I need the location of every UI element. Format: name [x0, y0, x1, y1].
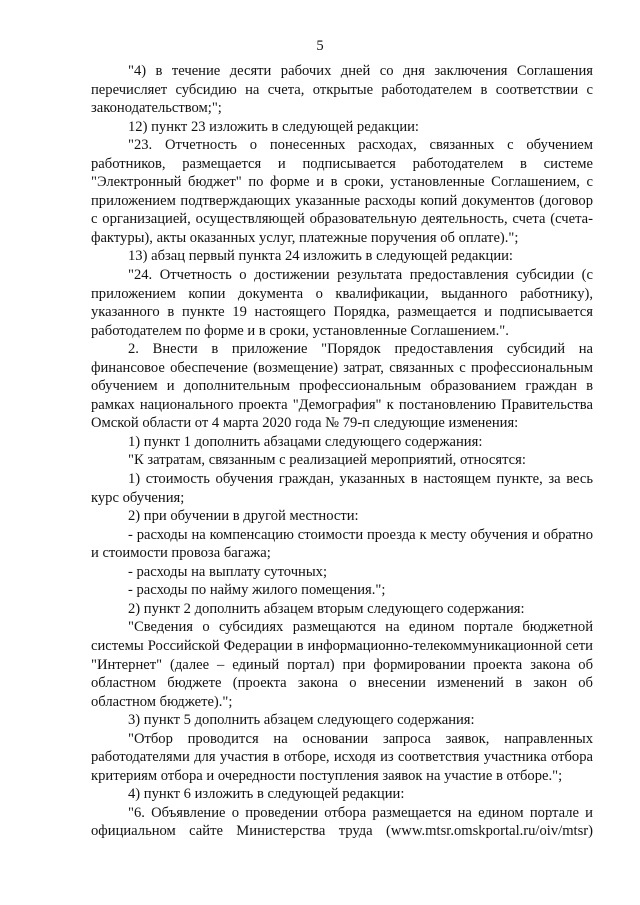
paragraph: 12) пункт 23 изложить в следующей редакции:	[128, 118, 419, 135]
paragraph: 13) абзац первый пункта 24 изложить в следующей редакции:	[128, 248, 513, 265]
paragraph: 3) пункт 5 дополнить абзацем следующего содержания:	[128, 712, 475, 729]
paragraph: 1) стоимость обучения граждан, указанных в настоящем пункте, за весь курс обучения;	[91, 471, 593, 506]
paragraph: - расходы по найму жилого помещения.";	[128, 582, 386, 599]
paragraph: "6. Объявление о проведении отбора размещается на едином портале и официальном сайте Министерства труда (www.mtsr.omskportal.ru/oiv/mtsr)	[91, 804, 593, 840]
paragraph: 1) пункт 1 дополнить абзацами следующего содержания:	[128, 433, 483, 450]
paragraph: "К затратам, связанным с реализацией мероприятий, относятся:	[128, 452, 526, 469]
paragraph: "24. Отчетность о достижении результата предоставления субсидии (с приложением копии документа о квалификации, выданного работнику), указанного в пункте 19 настоящего Порядка, размещается и подписывается работодателем по форме и в сроки, установленные Соглашением.".	[91, 267, 593, 339]
paragraph: "23. Отчетность о понесенных расходах, связанных с обучением работников, размещается и подписывается работодателем в системе "Электронный бюджет" по форме и в сроки, установленные Соглашением, с приложением подтверждающих указанные расходы копий документов (договор с организацией, осуществляющей образовательную деятельность, счета (счета-фактуры), акты оказанных услуг, платежные поручения об оплате).";	[91, 137, 593, 246]
paragraph: - расходы на компенсацию стоимости проезда к месту обучения и обратно и стоимости провоза багажа;	[91, 526, 593, 562]
paragraph: 2) пункт 2 дополнить абзацем вторым следующего содержания:	[128, 600, 525, 617]
paragraph: 2. Внести в приложение "Порядок предоставления субсидий на финансовое обеспечение (возмещение) затрат, связанных с профессиональным обучением и дополнительным профессиональным образованием граждан в рамках национального проекта "Демография" к постановлению Правительства Омской области от 4 марта 2020 года № 79-п следующие изменения:	[91, 341, 593, 432]
document-body	[91, 62, 593, 841]
paragraph: "Сведения о субсидиях размещаются на едином портале бюджетной системы Российской Федерации в информационно-телекоммуникационной сети "Интернет" (далее – единый портал) при формировании проекта закона об областном бюджете (проекта закона о внесении изменений в закон об областном бюджете).";	[91, 619, 593, 710]
paragraph: 2) при обучении в другой местности:	[128, 508, 359, 525]
paragraph: 4) пункт 6 изложить в следующей редакции:	[128, 786, 405, 803]
page-number: 5	[316, 38, 324, 54]
paragraph: "4) в течение десяти рабочих дней со дня заключения Соглашения перечисляет субсидию на счета, открытые работодателем в соответствии с законодательством;";	[91, 63, 593, 117]
paragraph: - расходы на выплату суточных;	[128, 563, 328, 580]
paragraph: "Отбор проводится на основании запроса заявок, направленных работодателями для участия в отборе, исходя из соответствия участника отбора критериям отбора и очередности поступления заявок на участие в отборе.";	[91, 730, 593, 784]
